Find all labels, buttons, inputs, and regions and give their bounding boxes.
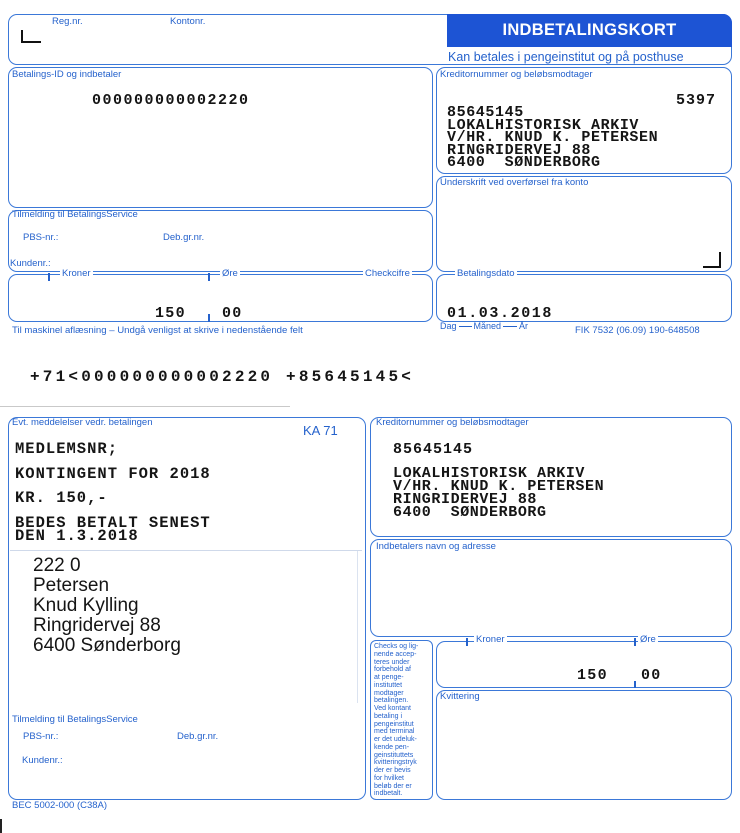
pbs-nr-label: PBS-nr.:: [23, 232, 59, 243]
checks-note-line: Ved kontant: [374, 705, 411, 712]
page-fold-line: [0, 406, 290, 407]
checks-note-line: beløb der er: [374, 782, 412, 790]
message-label: Evt. meddelelser vedr. betalingen: [12, 417, 153, 428]
reg-nr-label: Reg.nr.: [52, 16, 83, 27]
ka-code: KA 71: [303, 423, 338, 438]
address-line: 222 0: [33, 555, 81, 576]
creditor-line: RINGRIDERVEJ 88: [393, 491, 538, 508]
creditor-line: 6400 SØNDERBORG: [447, 154, 601, 171]
creditor-line: V/HR. KNUD K. PETERSEN: [393, 478, 605, 495]
receipt-ore-value: 00: [641, 667, 662, 684]
payer-name-label: Indbetalers navn og adresse: [376, 541, 496, 552]
corner-mark-icon: [703, 252, 721, 268]
receipt-kunde-nr-label: Kundenr.:: [22, 755, 63, 766]
betalingsservice-label: Tilmelding til BetalingsService: [12, 209, 138, 220]
receipt-creditor-address: [393, 467, 604, 519]
payment-date-value: 01.03.2018: [447, 305, 554, 322]
date-format-day: Dag: [440, 321, 457, 331]
receipt-kroner-tick: [466, 638, 468, 646]
checks-note-line: geinstituttets: [374, 751, 414, 759]
date-format-year: År: [519, 321, 529, 331]
signature-box: [436, 176, 732, 272]
address-line: Knud Kylling: [33, 595, 139, 616]
creditor-line: 6400 SØNDERBORG: [393, 504, 547, 521]
receipt-betalingsservice-label: Tilmelding til BetalingsService: [12, 714, 138, 725]
kroner-label: Kroner: [62, 268, 91, 279]
checks-note-line: instituttet: [374, 681, 403, 689]
konto-nr-label: Kontonr.: [170, 16, 206, 27]
receipt-pbs-nr-label: PBS-nr.:: [23, 731, 59, 742]
checks-note-line: forbehold af: [374, 666, 411, 674]
payment-id-label: Betalings-ID og indbetaler: [12, 69, 122, 80]
date-format-divider: [459, 326, 472, 327]
card-subtitle: Kan betales i pengeinstitut og på posthuse: [448, 50, 684, 64]
receipt-ore-label: Øre: [640, 634, 656, 645]
address-window-top: [10, 550, 362, 551]
payer-address: [33, 556, 181, 656]
creditor-line: 85645145: [447, 104, 524, 121]
payment-date-label: Betalingsdato: [457, 268, 515, 279]
checkcifre-label: Checkcifre: [365, 268, 410, 279]
receipt-box: [436, 690, 732, 800]
due-line: BEDES BETALT SENEST: [15, 514, 211, 532]
address-window-side: [357, 551, 358, 703]
receipt-ore-tick: [634, 638, 636, 646]
checks-note-line: pengeinstitut: [374, 720, 414, 728]
checks-note-line: betalingen.: [374, 697, 409, 705]
corner-mark-icon: [21, 30, 41, 43]
receipt-creditor-label: Kreditornummer og beløbsmodtager: [376, 417, 529, 428]
ore-value: 00: [222, 305, 243, 322]
signature-label: Underskrift ved overførsel fra konto: [440, 177, 589, 188]
checks-note-line: indbetalt.: [374, 790, 403, 798]
date-format-month: Måned: [473, 321, 502, 331]
payer-name-box: [370, 539, 732, 637]
receipt-creditor-number: 85645145: [393, 441, 474, 458]
ore-tick-bottom: [208, 314, 210, 322]
checks-note-line: nende accep-: [374, 650, 417, 658]
checks-note-line: teres under: [374, 658, 410, 666]
checks-note-line: Checks og lig-: [374, 643, 419, 650]
creditor-line: LOKALHISTORISK ARKIV: [393, 465, 586, 482]
message-line: KONTINGENT FOR 2018: [15, 465, 211, 483]
amount-box: [8, 274, 433, 322]
checks-note-line: der er bevis: [374, 767, 411, 774]
payment-id-box: [8, 67, 433, 208]
checks-note-line: for hvilket: [374, 774, 404, 782]
due-line: DEN 1.3.2018: [15, 527, 139, 545]
ore-tick: [208, 273, 210, 281]
address-line: 6400 Sønderborg: [33, 635, 181, 656]
kroner-value: 150: [155, 305, 186, 322]
deb-gr-nr-label: Deb.gr.nr.: [163, 232, 205, 243]
receipt-deb-gr-nr-label: Deb.gr.nr.: [177, 731, 219, 742]
creditor-line: RINGRIDERVEJ 88: [447, 141, 592, 159]
creditor-code: 5397: [676, 92, 717, 109]
receipt-kroner-label: Kroner: [476, 634, 505, 645]
kunde-nr-label: Kundenr.:: [10, 258, 51, 269]
message-line: KR. 150,-: [15, 489, 108, 507]
address-line: Ringridervej 88: [33, 615, 161, 636]
card-title: INDBETALINGSKORT: [502, 21, 677, 39]
date-format-hint: [440, 321, 528, 331]
fik-form-code: FIK 7532 (06.09) 190-648508: [575, 325, 700, 336]
bec-form-code: BEC 5002-000 (C38A): [12, 800, 108, 811]
checks-note-line: kvitteringstryk: [374, 759, 417, 767]
creditor-line: V/HR. KNUD K. PETERSEN: [447, 129, 659, 146]
scan-edge-mark: [0, 819, 2, 833]
checks-note-line: er det udeluk-: [374, 736, 417, 743]
checks-note-line: med terminal: [374, 728, 415, 736]
receipt-kroner-value: 150: [577, 667, 608, 684]
receipt-label: Kvittering: [440, 691, 480, 702]
checks-note-line: modtager: [374, 689, 404, 697]
card-title-banner: [447, 14, 732, 47]
checks-note-line: betaling i: [374, 712, 403, 720]
due-notice: [15, 514, 211, 545]
message-line: MEDLEMSNR;: [15, 440, 119, 458]
checks-note-line: at penge-: [374, 674, 404, 681]
checks-note-line: kende pen-: [374, 743, 410, 751]
kroner-tick: [48, 273, 50, 281]
creditor-address: [447, 104, 659, 171]
checks-note: [374, 643, 418, 798]
ocr-code-line: +71<000000000002220 +85645145<: [30, 368, 415, 386]
payment-id-value: 000000000002220: [92, 92, 250, 109]
creditor-label: Kreditornummer og beløbsmodtager: [440, 69, 593, 80]
ore-label: Øre: [222, 268, 238, 279]
receipt-ore-tick-bottom: [634, 681, 636, 688]
date-format-divider: [503, 326, 517, 327]
machine-reading-note: Til maskinel aflæsning – Undgå venligst at skrive i nedenstående felt: [12, 325, 303, 336]
address-line: Petersen: [33, 575, 110, 596]
creditor-line: LOKALHISTORISK ARKIV: [447, 116, 640, 134]
